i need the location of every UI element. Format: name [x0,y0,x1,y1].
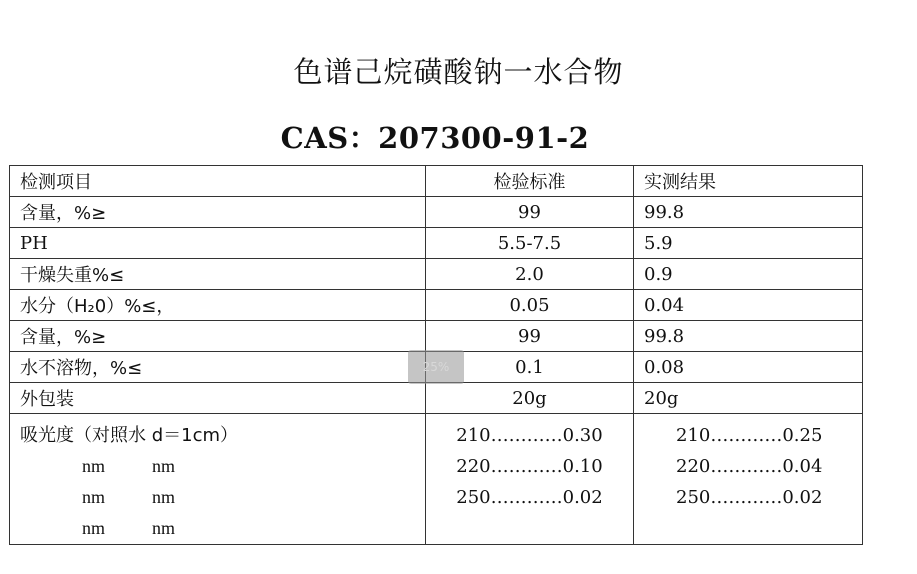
unit-label: nm [82,518,106,538]
row-result: 0.08 [634,352,863,383]
row-item: 外包装 [10,383,426,414]
unit-label: nm [152,456,176,476]
row-standard: 0.1 [426,352,634,383]
absorbance-item-cell [10,414,426,545]
unit-label: nm [82,456,106,476]
row-standard: 99 [426,321,634,352]
document-title: 色谱己烷磺酸钠一水合物 [293,55,624,89]
row-item: 含量，%≥ [10,197,426,228]
row-result: 99.8 [634,321,863,352]
table-row [10,259,863,290]
table-row [10,290,863,321]
row-result: 99.8 [634,197,863,228]
cas-number: CAS：207300-91-2 [280,121,590,155]
absorbance-result-cell [634,414,863,545]
table-row [10,383,863,414]
row-standard: 99 [426,197,634,228]
header-result: 实测结果 [634,166,863,197]
row-item: 干燥失重%≤ [10,259,426,290]
row-result: 0.9 [634,259,863,290]
row-standard: 2.0 [426,259,634,290]
row-item: 水不溶物，%≤ [10,352,426,383]
header-standard: 检验标准 [426,166,634,197]
absorbance-standard-value: 250…………0.02 [456,487,603,508]
row-standard: 20g [426,383,634,414]
absorbance-result-value: 250…………0.02 [676,487,823,508]
absorbance-unit-row [20,482,415,513]
absorbance-standard-value: 220…………0.10 [456,456,603,477]
row-result: 5.9 [634,228,863,259]
row-result: 20g [634,383,863,414]
row-standard: 0.05 [426,290,634,321]
row-item: 水分（H₂0）%≤， [10,290,426,321]
table-row [10,321,863,352]
absorbance-item: 吸光度（对照水 d＝1cm） [20,425,239,446]
table-row [10,228,863,259]
table-header-row [10,166,863,197]
row-item: 含量，%≥ [10,321,426,352]
table-row-absorbance [10,414,863,545]
absorbance-unit-row [20,451,415,482]
zoom-indicator: 25% [408,350,464,384]
row-standard: 5.5-7.5 [426,228,634,259]
absorbance-result-value: 220…………0.04 [676,456,823,477]
absorbance-standard-cell [426,414,634,545]
unit-label: nm [152,487,176,507]
absorbance-unit-row [20,513,415,544]
row-item: PH [10,228,426,259]
unit-label: nm [82,487,106,507]
header-test-item: 检测项目 [10,166,426,197]
table-row [10,197,863,228]
unit-label: nm [152,518,176,538]
absorbance-result-value: 210…………0.25 [676,425,823,446]
absorbance-standard-value: 210…………0.30 [456,425,603,446]
row-result: 0.04 [634,290,863,321]
